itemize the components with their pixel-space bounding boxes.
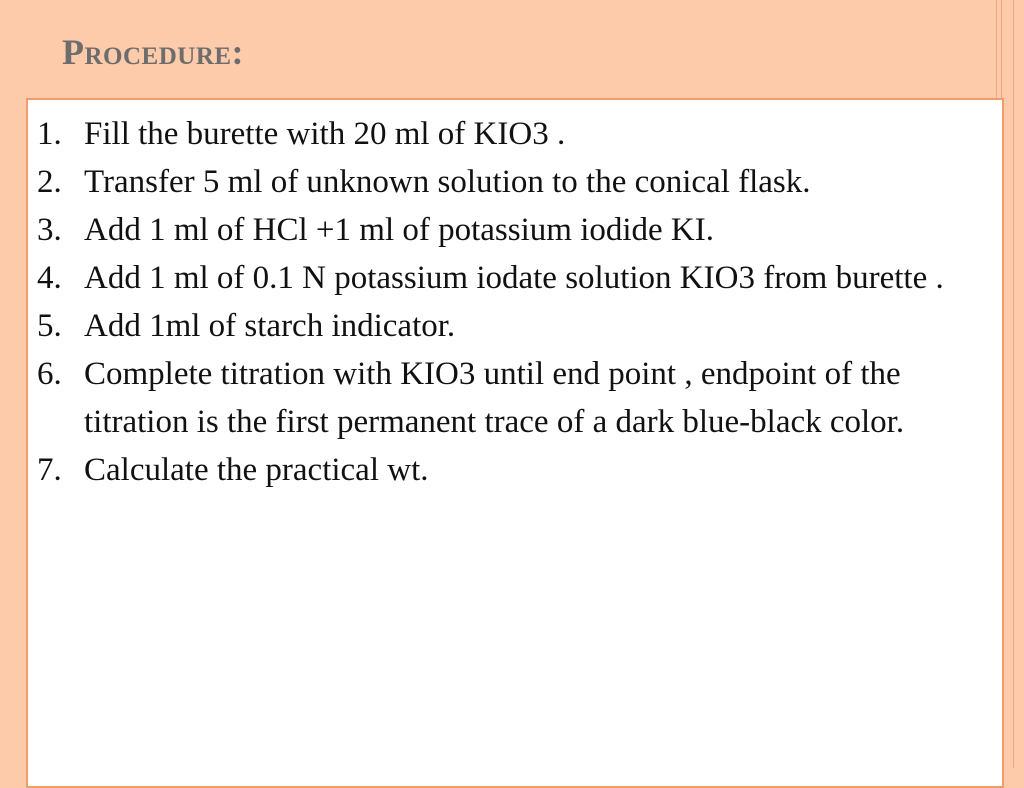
step-number: 3.: [37, 212, 62, 248]
step-number: 2.: [37, 164, 62, 200]
procedure-step: [28, 446, 1002, 494]
procedure-step: [28, 302, 1002, 350]
step-text: Add 1ml of starch indicator.: [84, 308, 456, 344]
step-number: 5.: [37, 308, 62, 344]
procedure-step: [28, 110, 1002, 158]
procedure-list: [28, 100, 1002, 494]
step-text: Fill the burette with 20 ml of KIO3 .: [84, 116, 566, 152]
step-number: 1.: [37, 116, 62, 152]
procedure-step: [28, 254, 1002, 302]
step-number: 4.: [37, 260, 62, 296]
step-text: Add 1 ml of HCl +1 ml of potassium iodide KI.: [84, 212, 714, 248]
step-text: Complete titration with KIO3 until end point , endpoint of the titration is the first permanent trace of a dark blue-black color.: [84, 356, 905, 440]
procedure-step: [28, 158, 1002, 206]
step-text: Add 1 ml of 0.1 N potassium iodate solution KIO3 from burette .: [84, 260, 944, 296]
content-panel: [26, 98, 1004, 788]
decorative-edge-line: [1013, 0, 1014, 768]
step-number: 6.: [37, 356, 62, 392]
slide-title: Procedure:: [62, 32, 245, 72]
step-text: Transfer 5 ml of unknown solution to the conical flask.: [84, 164, 811, 200]
step-number: 7.: [37, 452, 62, 488]
step-text: Calculate the practical wt.: [84, 452, 429, 488]
procedure-step: [28, 206, 1002, 254]
procedure-step: [28, 350, 1002, 446]
